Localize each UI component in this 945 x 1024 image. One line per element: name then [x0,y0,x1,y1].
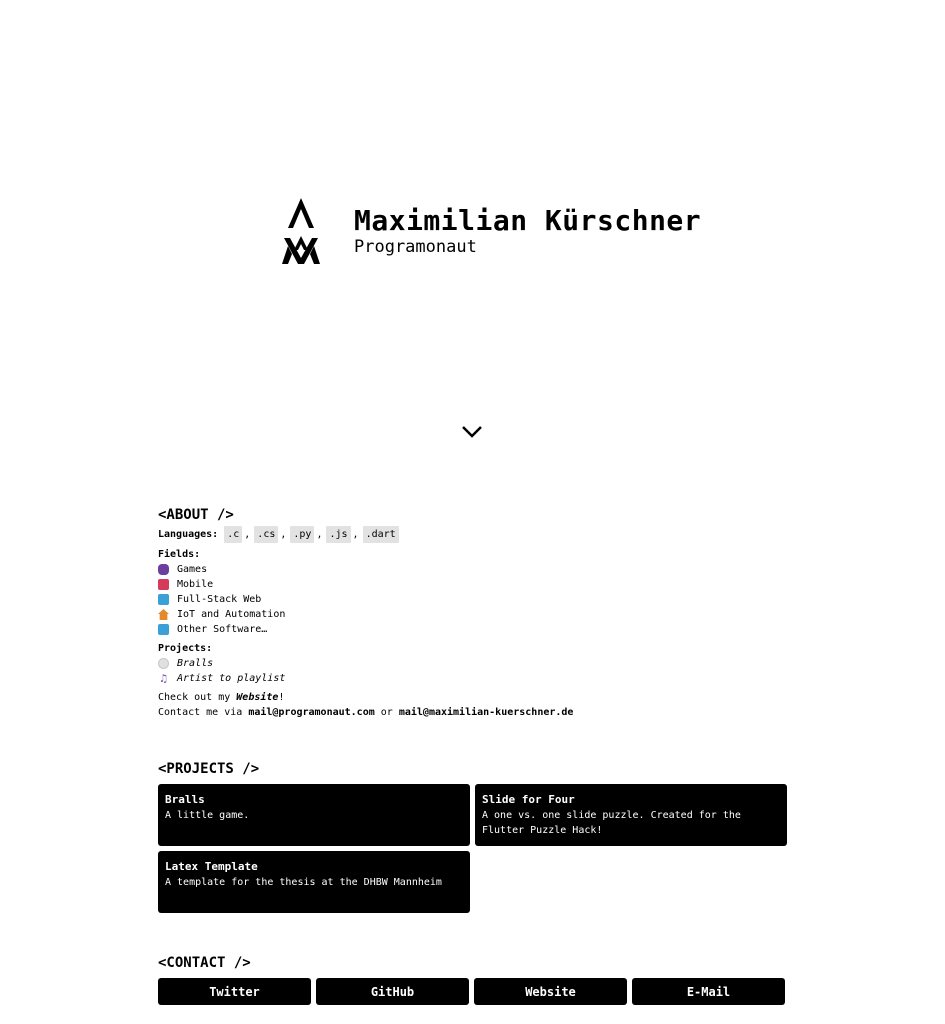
website-line [158,690,788,705]
field-label: Other Software… [177,624,268,635]
projects-grid [158,784,788,913]
field-item [158,607,788,622]
field-item [158,577,788,592]
gamepad-icon [158,564,169,575]
projects-section [158,760,788,913]
project-link[interactable]: Bralls [177,658,214,669]
project-card-title: Latex Template [165,860,258,873]
email-link-2[interactable]: mail@maximilian-kuerschner.de [398,707,574,718]
field-label: Mobile [177,579,214,590]
project-card-description: A one vs. one slide puzzle. Created for the Flutter Puzzle Hack! [482,810,741,836]
github-button[interactable]: GitHub [316,978,469,1005]
contact-title: <CONTACT /> [158,955,251,971]
language-chip: .c [224,526,242,543]
languages-row: Languages: .c , .cs , .py , .js , .dart [158,526,788,543]
hero-subtitle: Programonaut [354,237,477,257]
chevron-down-icon[interactable] [460,424,484,440]
fields-label: Fields: [158,549,201,560]
email-button[interactable]: E-Mail [632,978,785,1005]
music-note-icon: ♫ [160,672,167,685]
project-list-item[interactable] [158,656,788,671]
hero [280,196,701,266]
language-chip: .dart [363,526,399,543]
email-link-1[interactable]: mail@programonaut.com [248,707,375,718]
field-label: IoT and Automation [177,609,286,620]
field-label: Full-Stack Web [177,594,262,605]
about-section [158,506,788,720]
hero-text [354,205,701,257]
project-list-item[interactable] [158,671,788,686]
projects-title: <PROJECTS /> [158,761,260,777]
ball-icon [158,658,169,669]
website-button[interactable]: Website [474,978,627,1005]
project-card[interactable] [475,784,787,846]
project-card[interactable] [158,784,470,846]
contact-buttons [158,978,788,1005]
programonaut-logo-icon [280,196,322,266]
hero-name: Maximilian Kürschner [354,204,702,237]
about-title: <ABOUT /> [158,507,234,523]
computer-icon [158,624,169,635]
project-link[interactable]: Artist to playlist [177,673,286,684]
website-prefix: Check out my [158,692,237,703]
website-link[interactable]: Website [236,692,279,703]
language-chip: .js [326,526,350,543]
twitter-button[interactable]: Twitter [158,978,311,1005]
contact-prefix: Contact me via [158,707,249,718]
book-icon [158,594,169,605]
languages-label: Languages: [158,529,219,540]
field-item [158,592,788,607]
language-chip: .py [290,526,314,543]
field-label: Games [177,564,208,575]
language-chip: .cs [254,526,278,543]
phone-icon [158,579,169,590]
project-card-title: Bralls [165,793,205,806]
project-card[interactable] [158,851,470,913]
website-suffix: ! [278,692,285,703]
contact-section [158,954,788,1005]
field-item [158,622,788,637]
contact-or: or [374,707,399,718]
project-card-title: Slide for Four [482,793,575,806]
house-icon [158,609,169,620]
projects-label: Projects: [158,643,213,654]
project-card-description: A template for the thesis at the DHBW Mannheim [165,877,442,888]
field-item [158,562,788,577]
project-card-description: A little game. [165,810,250,821]
contact-line [158,705,788,720]
